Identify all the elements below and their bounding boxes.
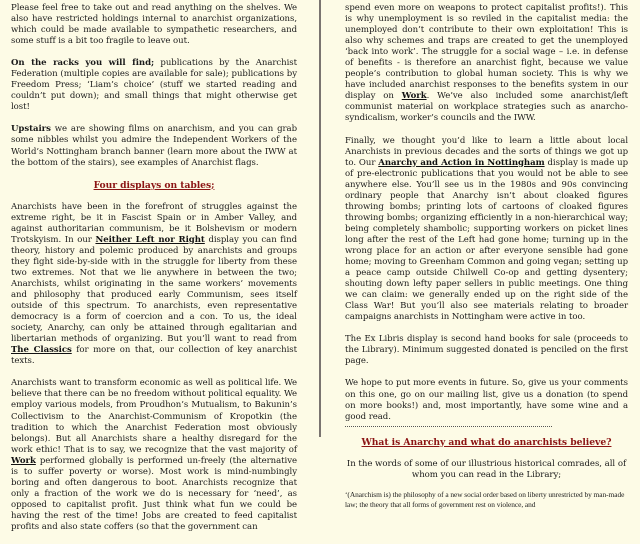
anarchism-quote: ‘(Anarchism is) the philosophy of a new social order based on liberty unrestricted by man-made law; the theory that all forms of government rest on violence, and <box>345 489 625 509</box>
racks-paragraph <box>11 58 297 113</box>
racks-text: publications by the Anarchist Federation (multiple copies are available for sale); publications by Freedom Press; ‘Liam’s choice’ (stuff we started reading and couldn’t put down); and small things that might otherwise get lost! <box>11 58 298 113</box>
upstairs-lead: Upstairs <box>11 124 51 135</box>
four-displays-heading: Four displays on tables; <box>93 179 215 191</box>
what-is-anarchy-heading: What is Anarchy and what do anarchists believe? <box>361 436 612 448</box>
work-continued-paragraph <box>345 3 628 125</box>
intro-paragraph: Please feel free to take out and read anything on the shelves. We also have restricted holdings internal to anarchist organizations, which could be made available to sympathetic researchers, and some stuff is a bit too fragile to leave out. <box>11 3 297 47</box>
text-span: performed globally is performed un-freely (the alternative is to suffer poverty or worse). Most work is mind-numbingly boring and often dangerous to boot. Anarchists recognize that only a fraction of the work we do is necessary for ‘need’, as opposed to capitalist profit. Just think what fun we could be having the rest of the time! Jobs are created to feed capitalist profits and also state coffers (so that the government can <box>11 455 297 532</box>
text-span: display is made up of pre-electronic publications that you would not be able to see anywhere else. You’ll see us in the 1980s and 90s convincing ordinary people that Anarchy isn’t about cloaked figures throwing bombs; printing lots of cartoons of cloaked figures throwing bombs; organizing efficiently in a non-hierarchical way; being completely shambolic; supporting workers on picket lines long after the rest of the Left had gone home; turning up in the wrong place for an action or after everyone sensible had gone home; moving to Greenham Common and going vegan; setting up a peace camp outside Chilwell Co-op and getting dysentery; shouting down lefty paper sellers in public meetings. One thing we can claim: we generally ended up on the right side of the Class War! But you’ll also see materials relating to broader campaigns anarchists in Nottingham were active in too. <box>345 157 628 323</box>
text-span: spend even more on weapons to protect capitalist profits!). This is why unemployment is so reviled in the capitalist media: the unemployed don’t contribute to their own exploitation! This is also why schemes and traps are created to get the unemployed ‘back into work’. The struggle for a social wage – i.e. in defense of benefits - is therefore an anarchist fight, because we value people’s contribution to global human society. This is why we have included anarchist responses to the benefits system in our display on <box>345 3 628 102</box>
work-paragraph <box>11 378 297 533</box>
column-divider <box>319 0 321 437</box>
dotted-separator <box>345 426 552 427</box>
text-span: Anarchists want to transform economic as well as political life. We believe that there can be no freedom without political equality. We employ various models, from Proudhon’s Mutualism, to Bakunin’s Collectivism to the Anarchist-Communism of Kropotkin (the tradition to which the Anarchist Federation most obviously belongs). But all Anarchists share a healthy disregard for the work ethic! That is to say, we recognize that the vast majority of <box>11 378 297 455</box>
work-link-2: Work <box>401 91 427 102</box>
anarchy-and-action-link: Anarchy and Action in Nottingham <box>378 157 545 168</box>
the-classics-link: The Classics <box>11 345 72 356</box>
upstairs-paragraph <box>11 124 297 168</box>
racks-lead: On the racks you will find; <box>11 58 155 69</box>
local-anarchists-paragraph <box>345 136 628 324</box>
left-right-paragraph <box>11 202 297 368</box>
text-span: . We’ve also included some anarchist/left communist material on workplace strategies such as anarcho-syndicalism, worker’s councils and the IWW. <box>345 91 628 124</box>
text-span: for more on that, our collection of key anarchist texts. <box>11 345 297 367</box>
closing-paragraph: We hope to put more events in future. So, give us your comments on this one, go on our mailing list, give us a donation (to spend on more books!) and, most importantly, have some wine and a good read. <box>345 378 628 422</box>
right-column <box>345 0 628 510</box>
work-link: Work <box>11 455 36 466</box>
left-column <box>11 0 297 544</box>
neither-left-nor-right-link: Neither Left nor Right <box>95 234 205 245</box>
text-span: Anarchists have been in the forefront of struggles against the extreme right, be it in Fascist Spain or in Amber Valley, and against authoritarian communism, be it Bolshevism or modern Trotskyism. In our <box>11 201 297 245</box>
comrades-intro: In the words of some of our illustrious historical comrades, all of whom you can read in the Library; <box>346 458 627 480</box>
ex-libris-paragraph: The Ex Libris display is second hand books for sale (proceeds to the Library). Minimum suggested donated is penciled on the first page. <box>345 334 628 367</box>
text-span: display you can find theory, history and polemic produced by anarchists and groups they fight side-by-side with in the struggle for liberty from these two extremes. Not that we lie anywhere in between the two; Anarchists, whilst originating in the same workers’ movements and philosophy that produced early Communism, sees itself outside of this spectrum. To anarchists, even representative democracy is a form of coercion and a con. To us, the ideal society, Anarchy, can only be attained through egalitarian and libertarian methods of organizing. But you’ll want to read from <box>11 234 297 345</box>
text-span: Finally, we thought you’d like to learn a little about local Anarchists in previous decades and the sorts of things we got up to. Our <box>345 135 628 168</box>
upstairs-text: we are showing films on anarchism, and you can grab some nibbles whilst you admire the Independent Workers of the World’s Nottingham branch banner (learn more about the IWW at the bottom of the stairs), see examples of Anarchist flags. <box>11 124 297 168</box>
